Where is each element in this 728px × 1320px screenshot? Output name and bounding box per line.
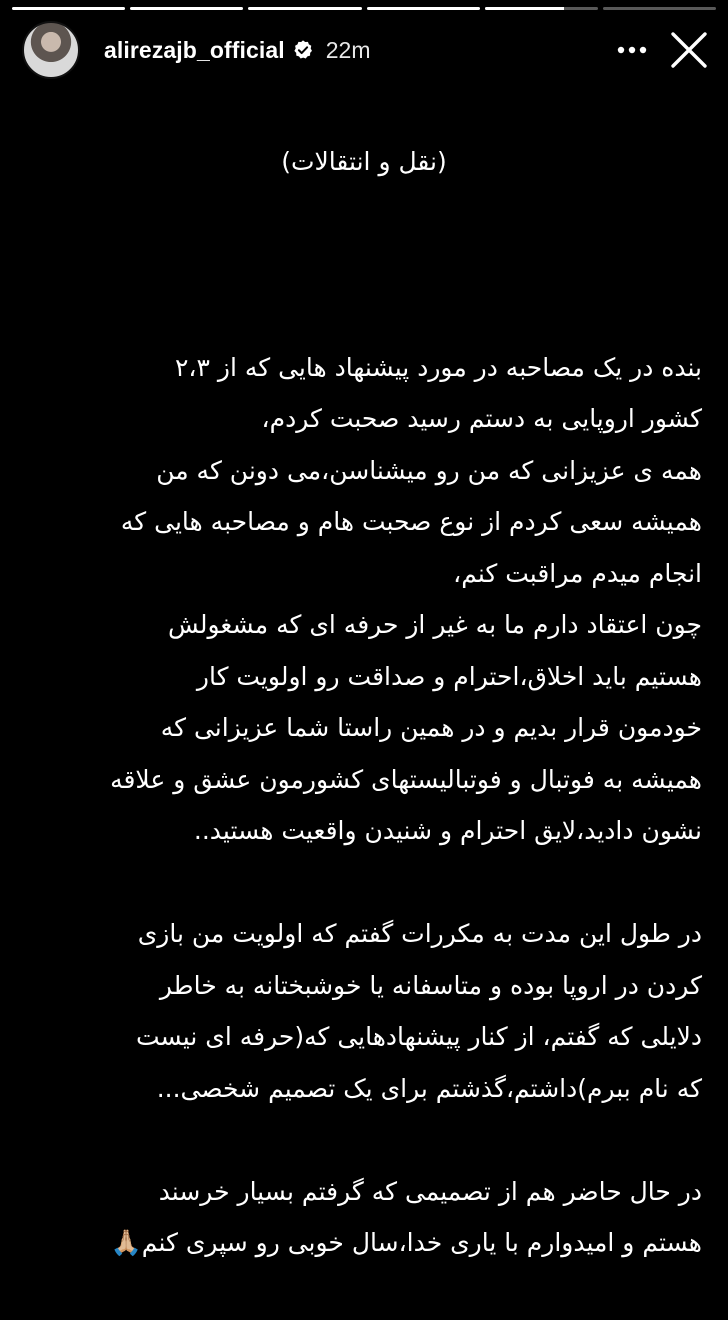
paragraph-gap [26, 239, 702, 291]
text-line: هستیم باید اخلاق،احترام و صداقت رو اولویت کار [196, 661, 702, 691]
progress-fill [367, 7, 480, 10]
text-line: بنده در یک مصاحبه در مورد پیشنهاد هایی که از ۲،۳ [174, 352, 702, 382]
story-progress-bar [12, 7, 716, 10]
verified-badge-icon [292, 39, 314, 61]
progress-fill [12, 7, 125, 10]
post-body [26, 342, 702, 1269]
text-line: در طول این مدت به مکررات گفتم که اولویت من بازی [137, 919, 702, 948]
post-title: (نقل و انتقالات) [281, 146, 447, 176]
text-line: که نام ببرم)داشتم،گذشتم برای یک تصمیم شخصی... [156, 1073, 702, 1103]
text-line: کشور اروپایی به دستم رسید صحبت کردم، [261, 404, 702, 433]
text-line: کردن در اروپا بوده و متاسفانه یا خوشبختانه به خاطر [159, 970, 702, 1000]
progress-segment [130, 7, 243, 10]
progress-segment [485, 7, 598, 10]
progress-segment [12, 7, 125, 10]
progress-fill [485, 7, 564, 10]
close-icon[interactable] [664, 25, 714, 75]
text-line: چون اعتقاد دارم ما به غیر از حرفه ای که مشغولش [167, 610, 702, 639]
text-line: انجام میدم مراقبت کنم، [453, 558, 702, 588]
text-line: نشون دادید،لایق احترام و شنیدن واقعیت هستید.. [193, 816, 702, 845]
progress-segment [248, 7, 361, 10]
avatar[interactable] [22, 21, 80, 79]
text-line: همیشه به فوتبال و فوتبالیستهای کشورمون عشق و علاقه [110, 764, 702, 794]
text-line: هستم و امیدوارم با یاری خدا،سال خوبی رو سپری کنم🙏🏼 [110, 1228, 702, 1257]
progress-segment [603, 7, 716, 10]
text-line: دلایلی که گفتم، از کنار پیشنهادهایی که(حرفه ای نیست [135, 1022, 702, 1051]
progress-fill [248, 7, 361, 10]
text-line: خودمون قرار بدیم و در همین راستا شما عزیزانی که [160, 713, 702, 742]
story-text [26, 84, 702, 1320]
paragraph-gap [26, 1114, 702, 1166]
post-time: 22m [325, 36, 371, 63]
text-line: همیشه سعی کردم از نوع صحبت هام و مصاحبه هایی که [120, 507, 702, 536]
text-line: در حال حاضر هم از تصمیمی که گرفتم بسیار خرسند [158, 1176, 702, 1206]
paragraph-gap [26, 857, 702, 909]
more-dots-icon[interactable] [612, 30, 652, 70]
text-line: همه ی عزیزانی که من رو میشناسن،می دونن که من [156, 455, 702, 485]
username[interactable]: alirezajb_official [104, 36, 285, 63]
progress-segment [367, 7, 480, 10]
story-header [22, 20, 714, 80]
progress-fill [130, 7, 243, 10]
